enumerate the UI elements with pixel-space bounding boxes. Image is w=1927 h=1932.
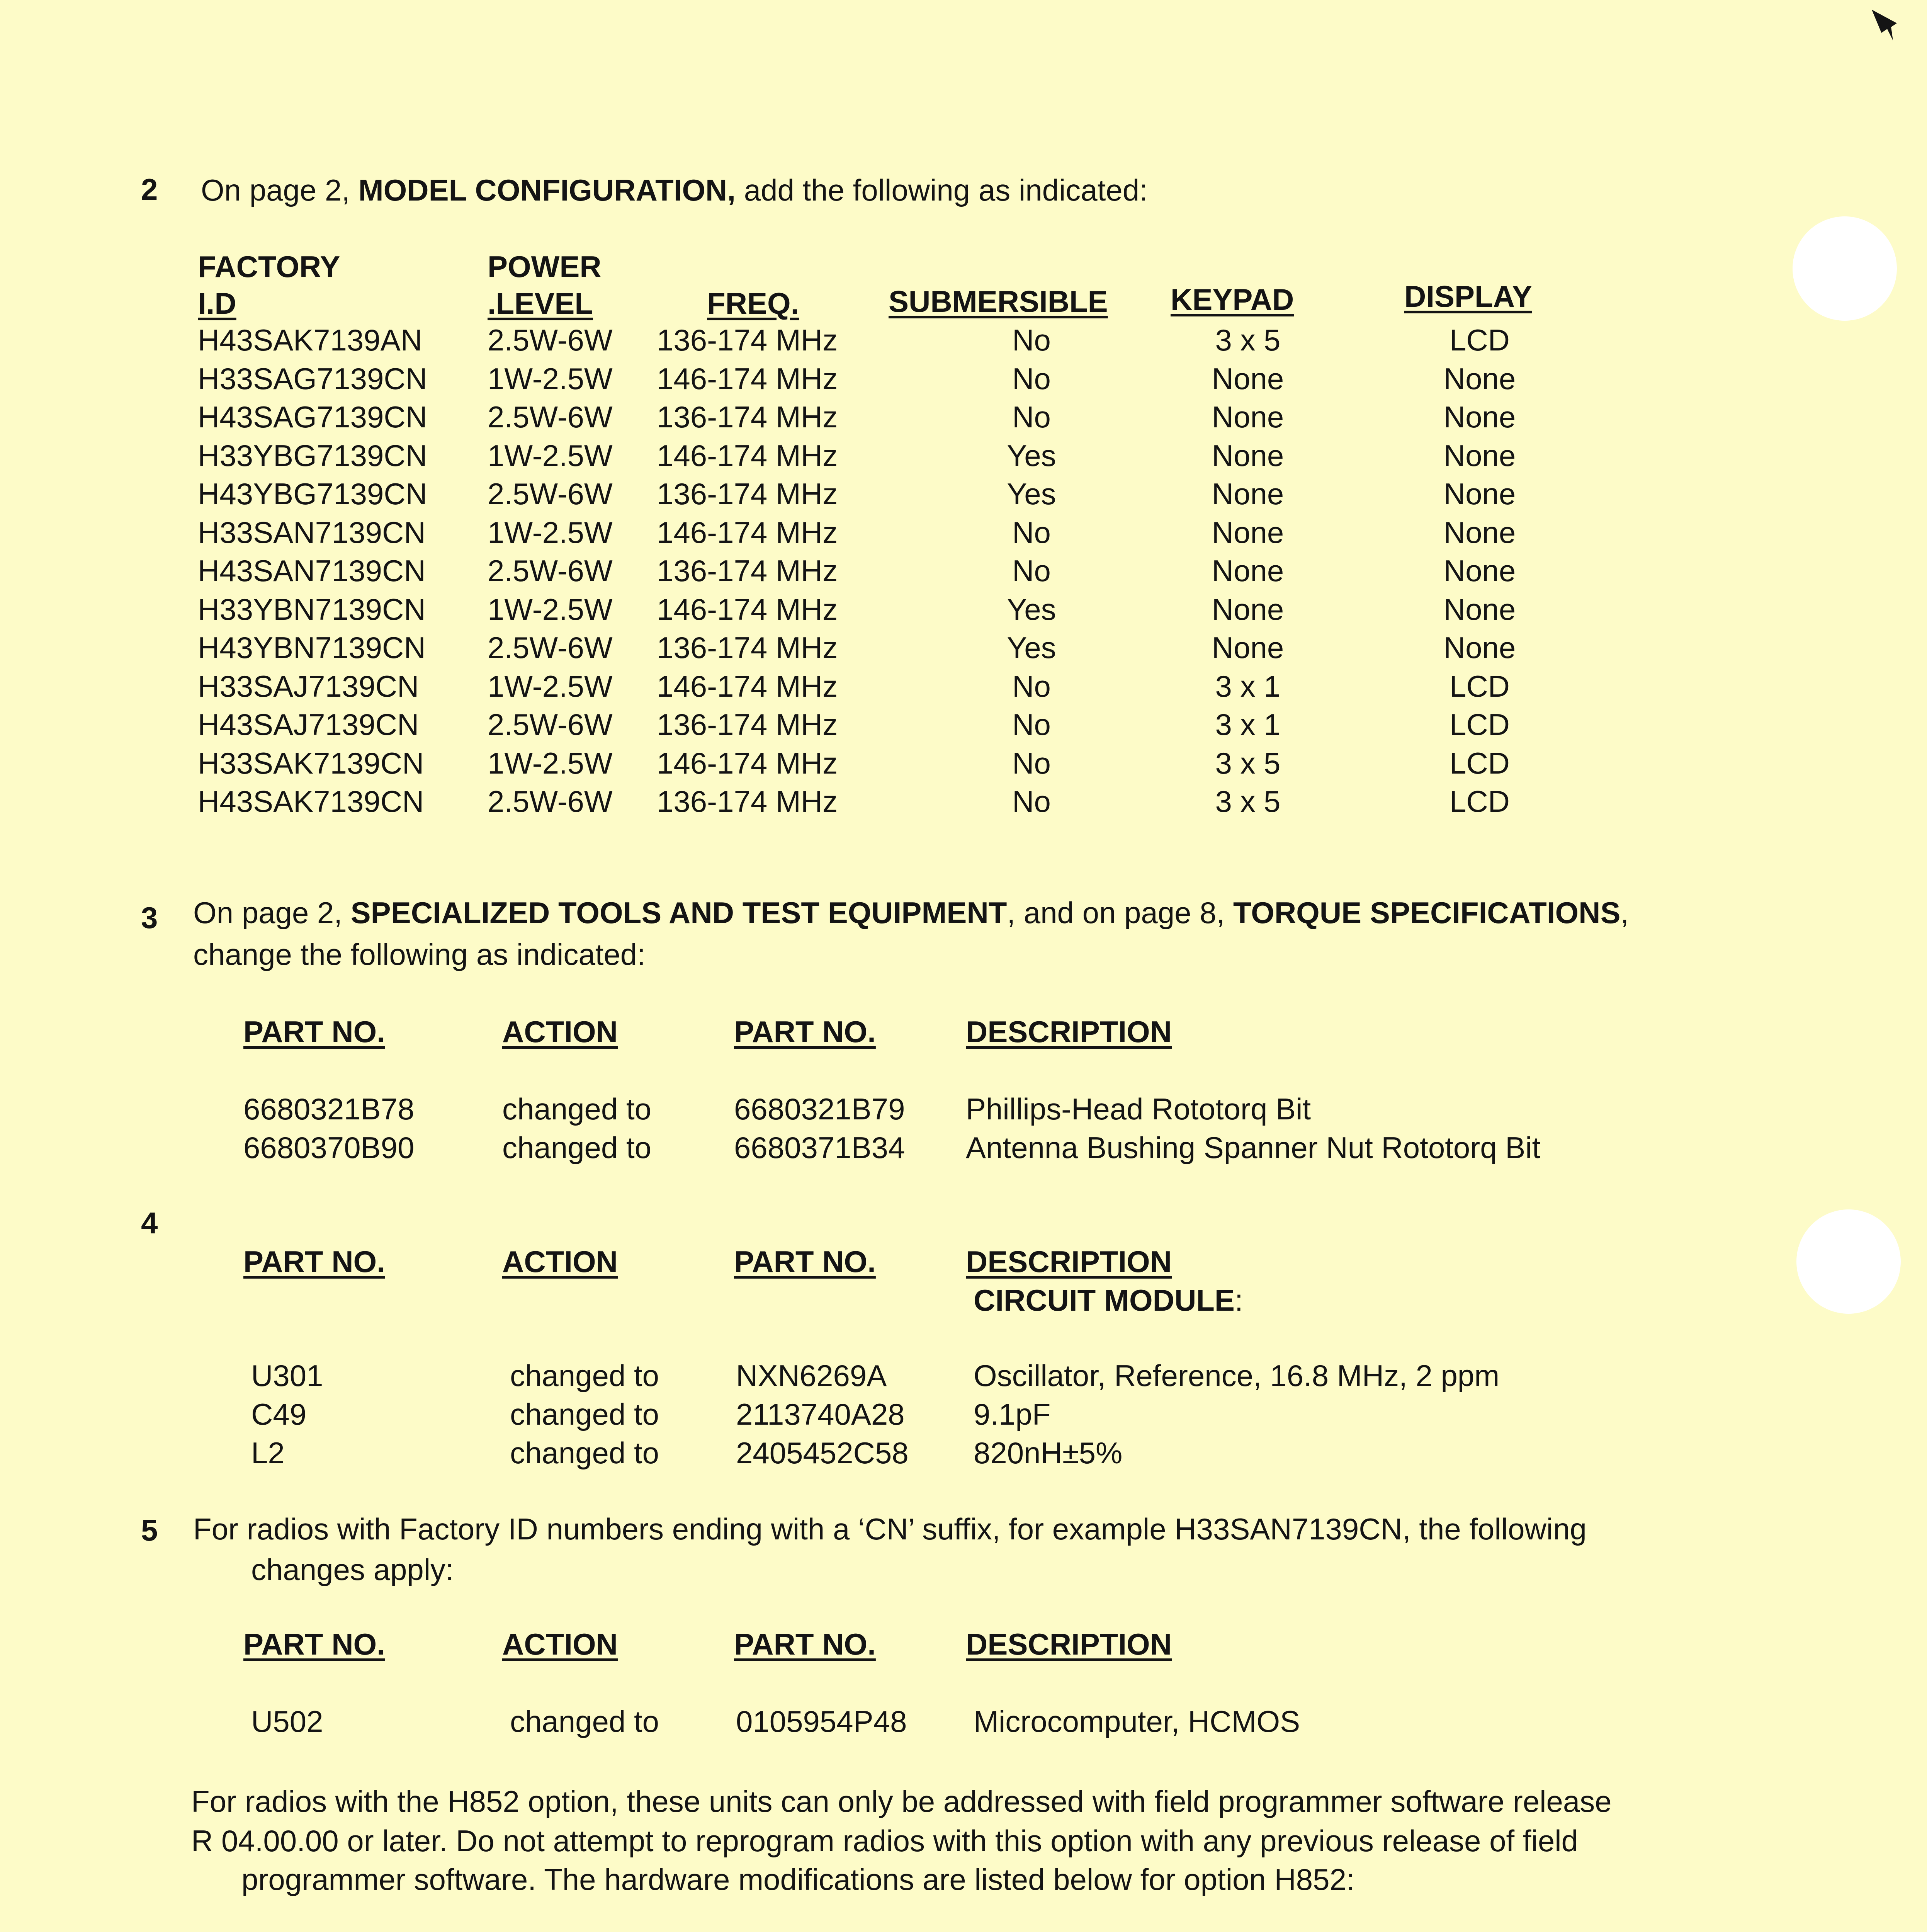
cell-power-level: 1W-2.5W [488,361,613,396]
table-row: 9.1pF [974,1397,1051,1431]
cell-power-level: 2.5W-6W [488,554,613,588]
cell-freq: 136-174 MHz [657,400,838,434]
cell-submersible: Yes [1007,438,1056,473]
section-5-number: 5 [141,1513,158,1547]
cell-keypad: None [1212,438,1284,473]
table-row: 6680321B79 [734,1092,905,1126]
cell-display: None [1443,400,1516,434]
s4-header-description: DESCRIPTION [966,1245,1172,1279]
cell-display: LCD [1449,746,1510,780]
cell-factory-id: H43SAK7139CN [198,784,424,818]
s4-header-action: ACTION [502,1245,618,1279]
cell-keypad: 3 x 5 [1215,746,1281,780]
section-4-number: 4 [141,1206,158,1240]
cell-submersible: No [1012,515,1051,549]
table-row: 6680321B78 [243,1092,415,1126]
cell-display: None [1443,477,1516,511]
cell-display: LCD [1449,784,1510,818]
cell-factory-id: H33SAG7139CN [198,361,427,396]
section-2-intro: On page 2, MODEL CONFIGURATION, add the following as indicated: [201,173,1148,207]
cell-factory-id: H43YBN7139CN [198,631,426,665]
cell-keypad: 3 x 1 [1215,669,1281,703]
cell-factory-id: H33SAJ7139CN [198,669,419,703]
table-row: U301 [251,1359,323,1393]
table-row: Microcomputer, HCMOS [974,1704,1300,1738]
cell-freq: 146-174 MHz [657,669,838,703]
s3-header-part-no-new: PART NO. [734,1015,876,1049]
cell-power-level: 1W-2.5W [488,592,613,626]
table-row: 2405452C58 [736,1436,909,1470]
cell-freq: 136-174 MHz [657,784,838,818]
cell-submersible: No [1012,669,1051,703]
section-5-intro-line2: changes apply: [251,1553,454,1587]
cell-keypad: None [1212,515,1284,549]
cell-factory-id: H43SAK7139AN [198,323,423,357]
cell-factory-id: H43SAN7139CN [198,554,426,588]
cell-factory-id: H33SAN7139CN [198,515,426,549]
s5-header-action: ACTION [502,1627,618,1661]
cell-power-level: 1W-2.5W [488,669,613,703]
table-row: 820nH±5% [974,1436,1123,1470]
cell-freq: 136-174 MHz [657,477,838,511]
cell-power-level: 1W-2.5W [488,438,613,473]
s5-header-part-no-new: PART NO. [734,1627,876,1661]
section-5-intro-line1: For radios with Factory ID numbers ending with a ‘CN’ suffix, for example H33SAN7139CN, the following [193,1512,1587,1546]
table-row: 6680371B34 [734,1131,905,1165]
cell-submersible: No [1012,361,1051,396]
s3-header-part-no: PART NO. [243,1015,385,1049]
h852-paragraph-line3: programmer software. The hardware modifications are listed below for option H852: [241,1862,1355,1896]
header-display: DISPLAY [1404,279,1532,313]
cell-freq: 146-174 MHz [657,592,838,626]
s3-header-description: DESCRIPTION [966,1015,1172,1049]
cell-keypad: 3 x 5 [1215,323,1281,357]
table-row: changed to [510,1359,659,1393]
cell-submersible: No [1012,784,1051,818]
cell-keypad: 3 x 1 [1215,707,1281,742]
cell-freq: 146-174 MHz [657,515,838,549]
cell-submersible: Yes [1007,631,1056,665]
table-row: 2113740A28 [736,1397,905,1431]
cell-power-level: 1W-2.5W [488,746,613,780]
s3-header-action: ACTION [502,1015,618,1049]
cell-freq: 136-174 MHz [657,554,838,588]
cell-freq: 146-174 MHz [657,361,838,396]
cell-keypad: None [1212,554,1284,588]
s4-header-part-no: PART NO. [243,1245,385,1279]
cell-submersible: No [1012,746,1051,780]
table-row: Phillips-Head Rototorq Bit [966,1092,1311,1126]
cell-power-level: 2.5W-6W [488,631,613,665]
header-submersible: SUBMERSIBLE [889,284,1108,318]
table-row: U502 [251,1704,323,1738]
cell-factory-id: H43SAJ7139CN [198,707,419,742]
cell-display: None [1443,438,1516,473]
cell-freq: 136-174 MHz [657,323,838,357]
cell-power-level: 2.5W-6W [488,323,613,357]
cell-power-level: 2.5W-6W [488,477,613,511]
cell-submersible: No [1012,400,1051,434]
cell-factory-id: H43YBG7139CN [198,477,427,511]
table-row: C49 [251,1397,307,1431]
cell-display: None [1443,631,1516,665]
header-keypad: KEYPAD [1171,282,1294,316]
corner-arrow-icon [1870,8,1908,43]
table-row: changed to [510,1397,659,1431]
cell-display: None [1443,361,1516,396]
binder-hole-top [1793,216,1897,321]
table-row: 6680370B90 [243,1131,415,1165]
section-3-intro-line2: change the following as indicated: [193,937,646,971]
binder-hole-middle [1796,1209,1901,1314]
table-row: changed to [510,1704,659,1738]
cell-freq: 136-174 MHz [657,707,838,742]
cell-submersible: Yes [1007,477,1056,511]
cell-keypad: None [1212,361,1284,396]
table-row: changed to [502,1092,652,1126]
cell-display: None [1443,592,1516,626]
cell-submersible: Yes [1007,592,1056,626]
cell-power-level: 2.5W-6W [488,400,613,434]
table-row: changed to [502,1131,652,1165]
s5-header-description: DESCRIPTION [966,1627,1172,1661]
cell-display: LCD [1449,323,1510,357]
s4-header-part-no-new: PART NO. [734,1245,876,1279]
cell-factory-id: H33YBG7139CN [198,438,427,473]
header-factory-line2: I.D [198,286,236,320]
cell-keypad: None [1212,631,1284,665]
table-row: L2 [251,1436,285,1470]
section-2-number: 2 [141,172,158,206]
s4-subheader-circuit-module: CIRCUIT MODULE: [974,1283,1243,1317]
cell-keypad: None [1212,592,1284,626]
cell-display: LCD [1449,707,1510,742]
cell-factory-id: H33YBN7139CN [198,592,426,626]
section-3-number: 3 [141,901,158,935]
cell-factory-id: H43SAG7139CN [198,400,427,434]
cell-display: LCD [1449,669,1510,703]
cell-display: None [1443,554,1516,588]
h852-paragraph-line2: R 04.00.00 or later. Do not attempt to reprogram radios with this option with any previous release of field [191,1824,1578,1858]
cell-display: None [1443,515,1516,549]
table-row: 0105954P48 [736,1704,907,1738]
cell-keypad: None [1212,400,1284,434]
cell-freq: 136-174 MHz [657,631,838,665]
header-factory-line1: FACTORY [198,250,340,284]
cell-power-level: 2.5W-6W [488,784,613,818]
header-power-line2: .LEVEL [488,286,593,320]
cell-power-level: 1W-2.5W [488,515,613,549]
cell-submersible: No [1012,554,1051,588]
cell-power-level: 2.5W-6W [488,707,613,742]
cell-submersible: No [1012,707,1051,742]
cell-keypad: 3 x 5 [1215,784,1281,818]
cell-factory-id: H33SAK7139CN [198,746,424,780]
cell-freq: 146-174 MHz [657,746,838,780]
cell-freq: 146-174 MHz [657,438,838,473]
cell-keypad: None [1212,477,1284,511]
header-power-line1: POWER [488,250,602,284]
cell-submersible: No [1012,323,1051,357]
s5-header-part-no: PART NO. [243,1627,385,1661]
table-row: Antenna Bushing Spanner Nut Rototorq Bit [966,1131,1541,1165]
h852-paragraph-line1: For radios with the H852 option, these units can only be addressed with field programmer software release [191,1784,1612,1818]
table-row: NXN6269A [736,1359,887,1393]
table-row: Oscillator, Reference, 16.8 MHz, 2 ppm [974,1359,1500,1393]
header-freq: FREQ. [707,286,799,320]
table-row: changed to [510,1436,659,1470]
section-3-intro-line1: On page 2, SPECIALIZED TOOLS AND TEST EQUIPMENT, and on page 8, TORQUE SPECIFICATIONS, [193,896,1629,930]
